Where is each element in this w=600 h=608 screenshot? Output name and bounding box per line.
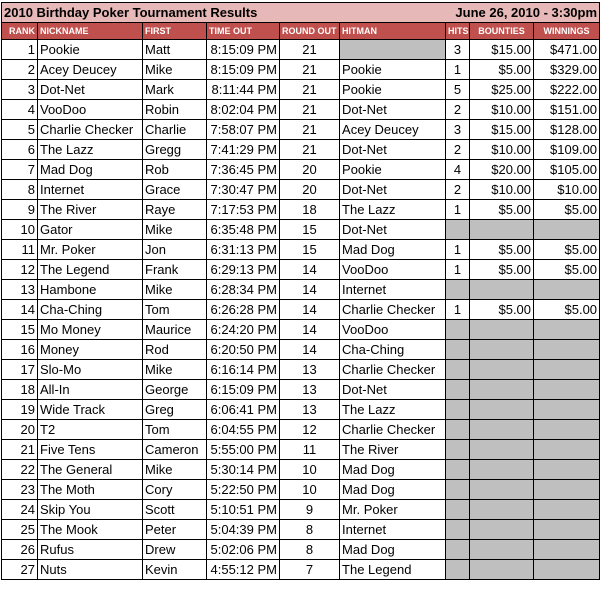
- cell-time-out[interactable]: 8:11:44 PM: [207, 80, 280, 100]
- cell-hitman[interactable]: Internet: [340, 280, 446, 300]
- cell-winnings[interactable]: [534, 360, 600, 380]
- cell-hitman[interactable]: Pookie: [340, 60, 446, 80]
- cell-winnings[interactable]: $222.00: [534, 80, 600, 100]
- cell-first[interactable]: Grace: [143, 180, 207, 200]
- cell-round-out[interactable]: 8: [280, 540, 340, 560]
- cell-first[interactable]: Charlie: [143, 120, 207, 140]
- cell-hitman[interactable]: Mad Dog: [340, 540, 446, 560]
- cell-bounties[interactable]: [470, 500, 534, 520]
- cell-nickname[interactable]: Five Tens: [38, 440, 143, 460]
- table-row: [2, 380, 600, 400]
- cell-hits[interactable]: [446, 400, 470, 420]
- cell-bounties[interactable]: [470, 420, 534, 440]
- cell-first[interactable]: Mike: [143, 60, 207, 80]
- cell-round-out[interactable]: 14: [280, 280, 340, 300]
- cell-rank[interactable]: 9: [2, 200, 38, 220]
- table-row: [2, 40, 600, 60]
- header-hits[interactable]: HITS: [446, 23, 470, 40]
- cell-time-out[interactable]: 5:22:50 PM: [207, 480, 280, 500]
- cell-nickname[interactable]: Mr. Poker: [38, 240, 143, 260]
- cell-round-out[interactable]: 8: [280, 520, 340, 540]
- cell-time-out[interactable]: 7:41:29 PM: [207, 140, 280, 160]
- cell-winnings[interactable]: $5.00: [534, 300, 600, 320]
- cell-winnings[interactable]: $105.00: [534, 160, 600, 180]
- cell-round-out[interactable]: 11: [280, 440, 340, 460]
- cell-round-out[interactable]: 21: [280, 140, 340, 160]
- cell-bounties[interactable]: [470, 440, 534, 460]
- cell-hits[interactable]: [446, 420, 470, 440]
- cell-round-out[interactable]: 15: [280, 220, 340, 240]
- cell-time-out[interactable]: 7:30:47 PM: [207, 180, 280, 200]
- cell-winnings[interactable]: $471.00: [534, 40, 600, 60]
- cell-hitman[interactable]: Mad Dog: [340, 480, 446, 500]
- cell-nickname[interactable]: Mad Dog: [38, 160, 143, 180]
- cell-bounties[interactable]: $5.00: [470, 200, 534, 220]
- cell-nickname[interactable]: The Mook: [38, 520, 143, 540]
- cell-round-out[interactable]: 21: [280, 120, 340, 140]
- cell-bounties[interactable]: $5.00: [470, 300, 534, 320]
- cell-hits[interactable]: 4: [446, 160, 470, 180]
- cell-round-out[interactable]: 20: [280, 180, 340, 200]
- cell-bounties[interactable]: [470, 560, 534, 580]
- cell-hits[interactable]: 2: [446, 180, 470, 200]
- cell-bounties[interactable]: [470, 220, 534, 240]
- cell-nickname[interactable]: Slo-Mo: [38, 360, 143, 380]
- cell-hits[interactable]: 3: [446, 120, 470, 140]
- cell-rank[interactable]: 10: [2, 220, 38, 240]
- table-row: [2, 180, 600, 200]
- cell-time-out[interactable]: 5:02:06 PM: [207, 540, 280, 560]
- table-row: [2, 140, 600, 160]
- cell-rank[interactable]: 20: [2, 420, 38, 440]
- cell-nickname[interactable]: Pookie: [38, 40, 143, 60]
- cell-hitman[interactable]: VooDoo: [340, 320, 446, 340]
- cell-rank[interactable]: 2: [2, 60, 38, 80]
- cell-round-out[interactable]: 10: [280, 460, 340, 480]
- cell-nickname[interactable]: Nuts: [38, 560, 143, 580]
- table-row: [2, 440, 600, 460]
- cell-nickname[interactable]: All-In: [38, 380, 143, 400]
- cell-rank[interactable]: 25: [2, 520, 38, 540]
- cell-time-out[interactable]: 5:55:00 PM: [207, 440, 280, 460]
- cell-time-out[interactable]: 5:04:39 PM: [207, 520, 280, 540]
- cell-time-out[interactable]: 7:58:07 PM: [207, 120, 280, 140]
- cell-bounties[interactable]: [470, 460, 534, 480]
- cell-rank[interactable]: 14: [2, 300, 38, 320]
- cell-round-out[interactable]: 14: [280, 300, 340, 320]
- cell-round-out[interactable]: 14: [280, 320, 340, 340]
- cell-winnings[interactable]: [534, 480, 600, 500]
- cell-hits[interactable]: 5: [446, 80, 470, 100]
- cell-rank[interactable]: 17: [2, 360, 38, 380]
- cell-bounties[interactable]: $10.00: [470, 140, 534, 160]
- cell-nickname[interactable]: Rufus: [38, 540, 143, 560]
- cell-winnings[interactable]: $5.00: [534, 200, 600, 220]
- cell-round-out[interactable]: 14: [280, 260, 340, 280]
- cell-bounties[interactable]: $15.00: [470, 120, 534, 140]
- cell-hitman[interactable]: Charlie Checker: [340, 360, 446, 380]
- cell-hits[interactable]: [446, 500, 470, 520]
- header-nickname[interactable]: NICKNAME: [38, 23, 143, 40]
- cell-bounties[interactable]: [470, 360, 534, 380]
- cell-nickname[interactable]: Dot-Net: [38, 80, 143, 100]
- cell-hits[interactable]: 2: [446, 140, 470, 160]
- results-sheet: [1, 2, 599, 580]
- cell-bounties[interactable]: $20.00: [470, 160, 534, 180]
- cell-first[interactable]: Tom: [143, 420, 207, 440]
- cell-first[interactable]: Mark: [143, 80, 207, 100]
- table-row: [2, 260, 600, 280]
- cell-round-out[interactable]: 9: [280, 500, 340, 520]
- cell-nickname[interactable]: Hambone: [38, 280, 143, 300]
- cell-rank[interactable]: 21: [2, 440, 38, 460]
- cell-round-out[interactable]: 21: [280, 60, 340, 80]
- table-row: [2, 300, 600, 320]
- cell-hitman[interactable]: Dot-Net: [340, 140, 446, 160]
- header-round-out[interactable]: ROUND OUT: [280, 23, 340, 40]
- cell-winnings[interactable]: [534, 400, 600, 420]
- cell-winnings[interactable]: $151.00: [534, 100, 600, 120]
- cell-bounties[interactable]: [470, 380, 534, 400]
- cell-winnings[interactable]: [534, 500, 600, 520]
- title-row: [2, 3, 600, 23]
- cell-hits[interactable]: [446, 460, 470, 480]
- cell-hitman[interactable]: Pookie: [340, 160, 446, 180]
- table-row: [2, 220, 600, 240]
- cell-hitman[interactable]: Dot-Net: [340, 380, 446, 400]
- cell-hitman[interactable]: Mr. Poker: [340, 500, 446, 520]
- cell-hits[interactable]: [446, 220, 470, 240]
- table-row: [2, 80, 600, 100]
- cell-winnings[interactable]: $109.00: [534, 140, 600, 160]
- cell-time-out[interactable]: 7:36:45 PM: [207, 160, 280, 180]
- cell-first[interactable]: Mike: [143, 220, 207, 240]
- cell-first[interactable]: Rob: [143, 160, 207, 180]
- cell-round-out[interactable]: 15: [280, 240, 340, 260]
- cell-winnings[interactable]: $5.00: [534, 260, 600, 280]
- header-time-out[interactable]: TIME OUT: [207, 23, 280, 40]
- table-row: [2, 160, 600, 180]
- sheet-date[interactable]: June 26, 2010 - 3:30pm: [340, 3, 600, 23]
- cell-winnings[interactable]: [534, 560, 600, 580]
- cell-nickname[interactable]: T2: [38, 420, 143, 440]
- cell-bounties[interactable]: $5.00: [470, 240, 534, 260]
- cell-rank[interactable]: 13: [2, 280, 38, 300]
- cell-first[interactable]: Matt: [143, 40, 207, 60]
- cell-winnings[interactable]: $10.00: [534, 180, 600, 200]
- cell-rank[interactable]: 16: [2, 340, 38, 360]
- cell-rank[interactable]: 27: [2, 560, 38, 580]
- cell-hits[interactable]: [446, 340, 470, 360]
- cell-first[interactable]: Cory: [143, 480, 207, 500]
- cell-first[interactable]: George: [143, 380, 207, 400]
- cell-rank[interactable]: 22: [2, 460, 38, 480]
- cell-first[interactable]: Tom: [143, 300, 207, 320]
- cell-time-out[interactable]: 6:35:48 PM: [207, 220, 280, 240]
- cell-time-out[interactable]: 6:20:50 PM: [207, 340, 280, 360]
- cell-bounties[interactable]: $10.00: [470, 180, 534, 200]
- header-rank[interactable]: RANK: [2, 23, 38, 40]
- cell-nickname[interactable]: Charlie Checker: [38, 120, 143, 140]
- cell-hits[interactable]: [446, 560, 470, 580]
- cell-winnings[interactable]: [534, 440, 600, 460]
- table-row: [2, 200, 600, 220]
- header-winnings[interactable]: WINNINGS: [534, 23, 600, 40]
- cell-hitman[interactable]: The River: [340, 440, 446, 460]
- cell-rank[interactable]: 5: [2, 120, 38, 140]
- cell-hitman[interactable]: Mad Dog: [340, 240, 446, 260]
- cell-nickname[interactable]: Gator: [38, 220, 143, 240]
- table-row: [2, 520, 600, 540]
- cell-time-out[interactable]: 6:16:14 PM: [207, 360, 280, 380]
- cell-rank[interactable]: 3: [2, 80, 38, 100]
- cell-rank[interactable]: 8: [2, 180, 38, 200]
- cell-bounties[interactable]: [470, 400, 534, 420]
- cell-hitman[interactable]: Dot-Net: [340, 220, 446, 240]
- cell-winnings[interactable]: [534, 340, 600, 360]
- cell-rank[interactable]: 11: [2, 240, 38, 260]
- cell-nickname[interactable]: The Lazz: [38, 140, 143, 160]
- cell-time-out[interactable]: 6:06:41 PM: [207, 400, 280, 420]
- cell-time-out[interactable]: 4:55:12 PM: [207, 560, 280, 580]
- cell-round-out[interactable]: 13: [280, 360, 340, 380]
- cell-winnings[interactable]: [534, 420, 600, 440]
- cell-hits[interactable]: 1: [446, 260, 470, 280]
- cell-bounties[interactable]: $10.00: [470, 100, 534, 120]
- cell-hits[interactable]: 1: [446, 300, 470, 320]
- cell-winnings[interactable]: [534, 540, 600, 560]
- cell-time-out[interactable]: 8:15:09 PM: [207, 40, 280, 60]
- cell-winnings[interactable]: [534, 320, 600, 340]
- cell-hits[interactable]: [446, 380, 470, 400]
- cell-time-out[interactable]: 6:15:09 PM: [207, 380, 280, 400]
- cell-hitman[interactable]: VooDoo: [340, 260, 446, 280]
- cell-time-out[interactable]: 6:31:13 PM: [207, 240, 280, 260]
- cell-winnings[interactable]: $5.00: [534, 240, 600, 260]
- cell-hits[interactable]: 1: [446, 240, 470, 260]
- header-first[interactable]: FIRST: [143, 23, 207, 40]
- cell-rank[interactable]: 26: [2, 540, 38, 560]
- cell-bounties[interactable]: $5.00: [470, 260, 534, 280]
- cell-time-out[interactable]: 6:24:20 PM: [207, 320, 280, 340]
- cell-rank[interactable]: 18: [2, 380, 38, 400]
- cell-nickname[interactable]: Skip You: [38, 500, 143, 520]
- cell-hitman[interactable]: Acey Deucey: [340, 120, 446, 140]
- cell-round-out[interactable]: 20: [280, 160, 340, 180]
- cell-rank[interactable]: 19: [2, 400, 38, 420]
- table-row: [2, 120, 600, 140]
- cell-bounties[interactable]: [470, 320, 534, 340]
- cell-rank[interactable]: 12: [2, 260, 38, 280]
- cell-first[interactable]: Mike: [143, 360, 207, 380]
- cell-rank[interactable]: 7: [2, 160, 38, 180]
- cell-time-out[interactable]: 6:26:28 PM: [207, 300, 280, 320]
- cell-nickname[interactable]: The Moth: [38, 480, 143, 500]
- cell-nickname[interactable]: The River: [38, 200, 143, 220]
- cell-first[interactable]: Maurice: [143, 320, 207, 340]
- cell-hitman[interactable]: Mad Dog: [340, 460, 446, 480]
- cell-hitman[interactable]: Dot-Net: [340, 180, 446, 200]
- cell-first[interactable]: Mike: [143, 460, 207, 480]
- cell-time-out[interactable]: 5:10:51 PM: [207, 500, 280, 520]
- table-row: [2, 500, 600, 520]
- cell-hits[interactable]: 2: [446, 100, 470, 120]
- cell-nickname[interactable]: The Legend: [38, 260, 143, 280]
- cell-winnings[interactable]: [534, 380, 600, 400]
- table-row: [2, 240, 600, 260]
- cell-first[interactable]: Greg: [143, 400, 207, 420]
- cell-first[interactable]: Jon: [143, 240, 207, 260]
- cell-nickname[interactable]: VooDoo: [38, 100, 143, 120]
- cell-first[interactable]: Rod: [143, 340, 207, 360]
- cell-first[interactable]: Gregg: [143, 140, 207, 160]
- cell-hitman[interactable]: The Legend: [340, 560, 446, 580]
- cell-winnings[interactable]: [534, 280, 600, 300]
- cell-time-out[interactable]: 6:29:13 PM: [207, 260, 280, 280]
- cell-hitman[interactable]: Dot-Net: [340, 100, 446, 120]
- cell-bounties[interactable]: $15.00: [470, 40, 534, 60]
- cell-bounties[interactable]: [470, 520, 534, 540]
- cell-hits[interactable]: [446, 360, 470, 380]
- table-row: [2, 480, 600, 500]
- cell-round-out[interactable]: 13: [280, 400, 340, 420]
- cell-rank[interactable]: 4: [2, 100, 38, 120]
- table-row: [2, 420, 600, 440]
- cell-time-out[interactable]: 6:28:34 PM: [207, 280, 280, 300]
- table-row: [2, 320, 600, 340]
- header-bounties[interactable]: BOUNTIES: [470, 23, 534, 40]
- header-hitman[interactable]: HITMAN: [340, 23, 446, 40]
- cell-round-out[interactable]: 18: [280, 200, 340, 220]
- cell-time-out[interactable]: 8:02:04 PM: [207, 100, 280, 120]
- cell-time-out[interactable]: 7:17:53 PM: [207, 200, 280, 220]
- cell-rank[interactable]: 1: [2, 40, 38, 60]
- cell-round-out[interactable]: 21: [280, 80, 340, 100]
- cell-hits[interactable]: 1: [446, 200, 470, 220]
- cell-nickname[interactable]: The General: [38, 460, 143, 480]
- cell-time-out[interactable]: 6:04:55 PM: [207, 420, 280, 440]
- cell-time-out[interactable]: 5:30:14 PM: [207, 460, 280, 480]
- cell-rank[interactable]: 15: [2, 320, 38, 340]
- cell-winnings[interactable]: [534, 520, 600, 540]
- cell-bounties[interactable]: $5.00: [470, 60, 534, 80]
- cell-bounties[interactable]: $25.00: [470, 80, 534, 100]
- table-row: [2, 540, 600, 560]
- cell-hits[interactable]: [446, 280, 470, 300]
- cell-nickname[interactable]: Internet: [38, 180, 143, 200]
- cell-round-out[interactable]: 7: [280, 560, 340, 580]
- cell-hits[interactable]: [446, 520, 470, 540]
- cell-round-out[interactable]: 21: [280, 100, 340, 120]
- cell-nickname[interactable]: Wide Track: [38, 400, 143, 420]
- cell-hitman[interactable]: Cha-Ching: [340, 340, 446, 360]
- cell-first[interactable]: Cameron: [143, 440, 207, 460]
- sheet-title[interactable]: 2010 Birthday Poker Tournament Results: [2, 3, 340, 23]
- cell-hitman[interactable]: Charlie Checker: [340, 420, 446, 440]
- cell-hitman[interactable]: [340, 40, 446, 60]
- cell-bounties[interactable]: [470, 280, 534, 300]
- cell-time-out[interactable]: 8:15:09 PM: [207, 60, 280, 80]
- table-row: [2, 340, 600, 360]
- table-row: [2, 60, 600, 80]
- cell-round-out[interactable]: 10: [280, 480, 340, 500]
- cell-hits[interactable]: [446, 480, 470, 500]
- cell-hits[interactable]: [446, 320, 470, 340]
- cell-bounties[interactable]: [470, 540, 534, 560]
- cell-bounties[interactable]: [470, 480, 534, 500]
- cell-nickname[interactable]: Money: [38, 340, 143, 360]
- cell-winnings[interactable]: $329.00: [534, 60, 600, 80]
- cell-hitman[interactable]: The Lazz: [340, 400, 446, 420]
- cell-round-out[interactable]: 21: [280, 40, 340, 60]
- cell-hitman[interactable]: Pookie: [340, 80, 446, 100]
- cell-hitman[interactable]: Internet: [340, 520, 446, 540]
- cell-hits[interactable]: [446, 440, 470, 460]
- cell-first[interactable]: Robin: [143, 100, 207, 120]
- table-row: [2, 100, 600, 120]
- table-row: [2, 460, 600, 480]
- cell-hits[interactable]: 1: [446, 60, 470, 80]
- cell-nickname[interactable]: Mo Money: [38, 320, 143, 340]
- cell-rank[interactable]: 24: [2, 500, 38, 520]
- table-row: [2, 360, 600, 380]
- table-row: [2, 400, 600, 420]
- cell-rank[interactable]: 23: [2, 480, 38, 500]
- cell-first[interactable]: Peter: [143, 520, 207, 540]
- cell-round-out[interactable]: 12: [280, 420, 340, 440]
- cell-hitman[interactable]: Charlie Checker: [340, 300, 446, 320]
- cell-round-out[interactable]: 14: [280, 340, 340, 360]
- cell-nickname[interactable]: Acey Deucey: [38, 60, 143, 80]
- cell-first[interactable]: Frank: [143, 260, 207, 280]
- cell-bounties[interactable]: [470, 340, 534, 360]
- cell-hitman[interactable]: The Lazz: [340, 200, 446, 220]
- table-row: [2, 560, 600, 580]
- cell-first[interactable]: Raye: [143, 200, 207, 220]
- cell-first[interactable]: Kevin: [143, 560, 207, 580]
- cell-nickname[interactable]: Cha-Ching: [38, 300, 143, 320]
- cell-winnings[interactable]: [534, 460, 600, 480]
- cell-hits[interactable]: [446, 540, 470, 560]
- cell-first[interactable]: Mike: [143, 280, 207, 300]
- cell-winnings[interactable]: [534, 220, 600, 240]
- cell-first[interactable]: Scott: [143, 500, 207, 520]
- cell-hits[interactable]: 3: [446, 40, 470, 60]
- cell-round-out[interactable]: 13: [280, 380, 340, 400]
- cell-rank[interactable]: 6: [2, 140, 38, 160]
- results-table: [1, 2, 600, 580]
- header-row: [2, 23, 600, 40]
- cell-first[interactable]: Drew: [143, 540, 207, 560]
- cell-winnings[interactable]: $128.00: [534, 120, 600, 140]
- table-row: [2, 280, 600, 300]
